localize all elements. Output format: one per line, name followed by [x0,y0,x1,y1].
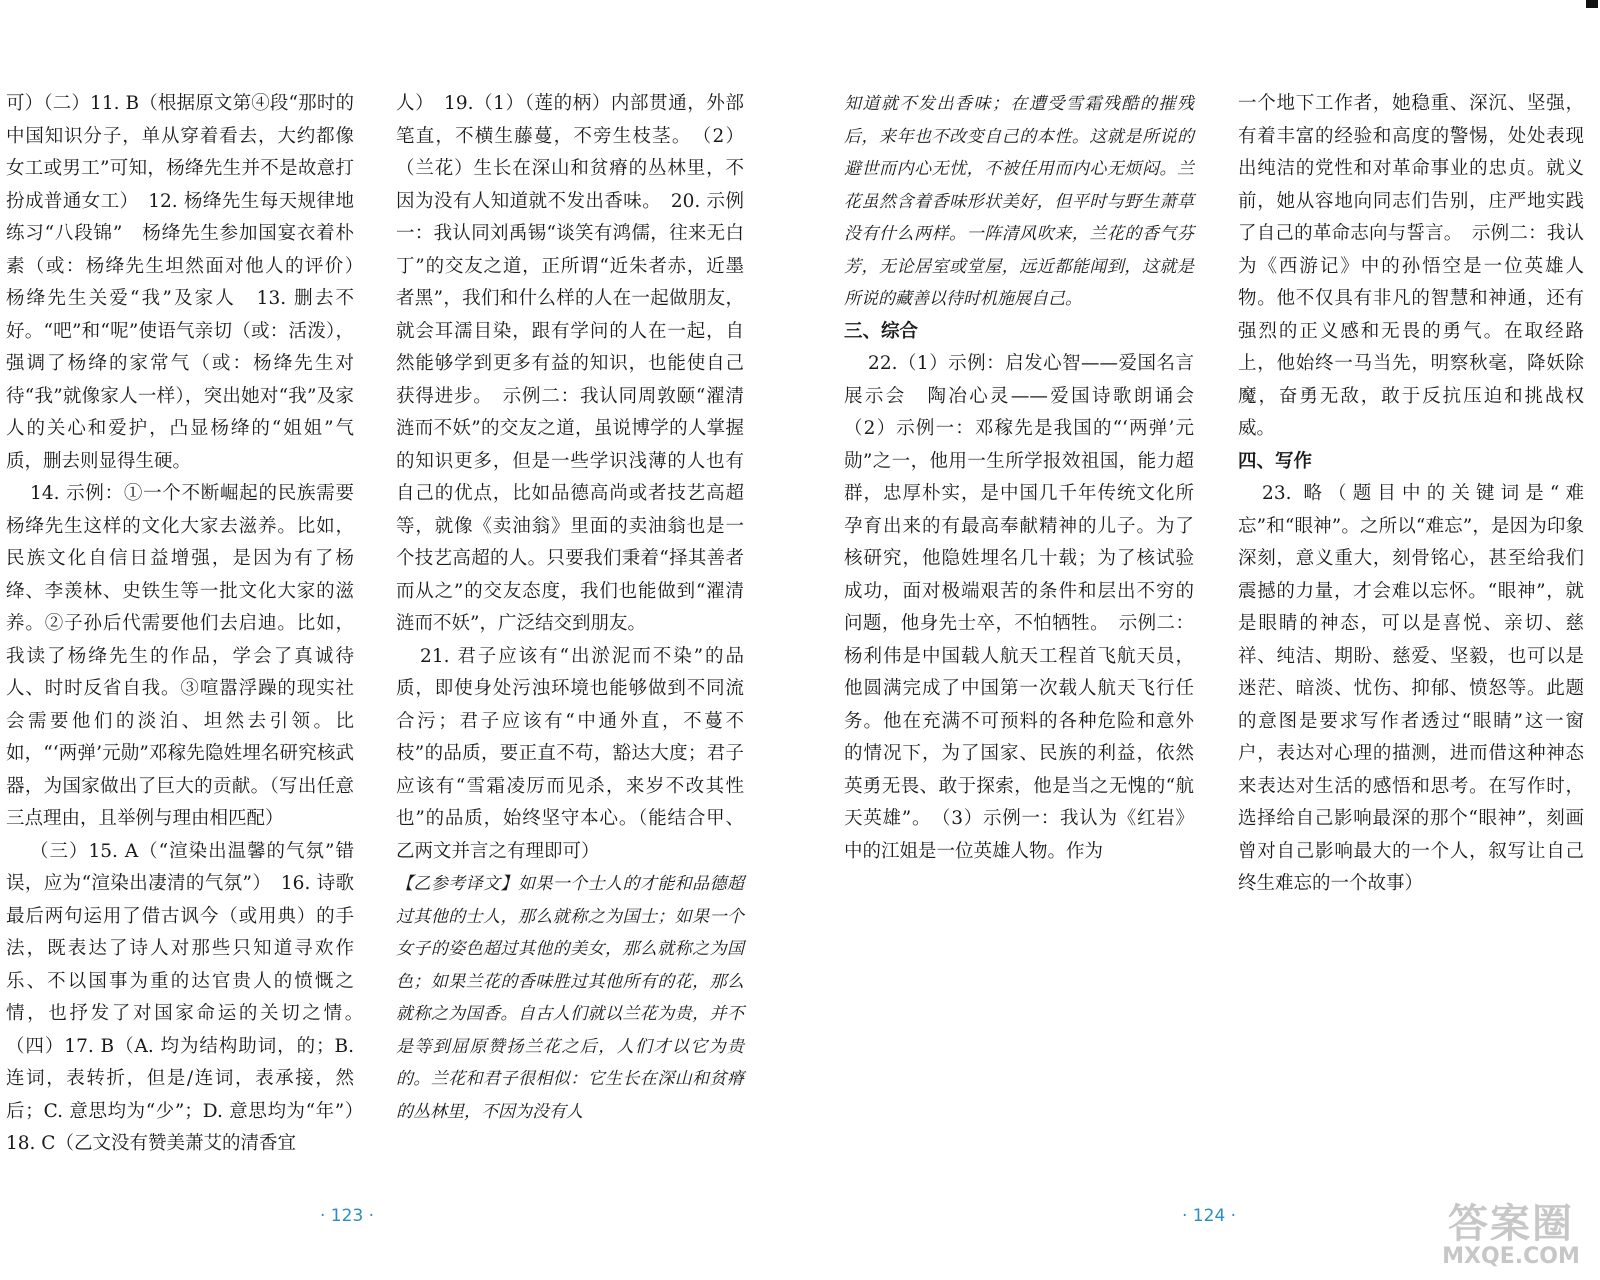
answer-paragraph: 22.（1）示例：启发心智——爱国名言展示会 陶冶心灵——爱国诗歌朗诵会 （2）示例一：邓稼先是我国的“‘两弹’元勋”之一，他用一生所学报效祖国，能力超群，忠厚朴实，是中国几千年传统文化所孕育出来的有最高奉献精神的儿子。为了核研究，他隐姓埋名几十载；为了核试验成功，面对极端艰苦的条件和层出不穷的问题，他身先士卒，不怕牺牲。 示例二：杨利伟是中国载人航天工程首飞航天员，他圆满完成了中国第一次载人航天飞行任务。他在充满不可预料的各种危险和意外的情况下，为了国家、民族的利益，依然英勇无畏、敢于探索，他是当之无愧的“航天英雄”。 （3）示例一：我认为《红岩》中的江姐是一位英雄人物。作为 [844,353,1213,862]
answer-paragraph: 14. 示例：①一个不断崛起的民族需要杨绛先生这样的文化大家去滋养。比如，民族文化自信日益增强，是因为有了杨绛、李羡林、史铁生等一批文化大家的滋养。②子孙后代需要他们去启迪。比如，我读了杨绛先生的作品，学会了真诚待人、时时反省自我。③喧嚣浮躁的现实社会需要他们的淡泊、坦然去引领。比如，“‘两弹’元勋”邓稼先隐姓埋名研究核武器，为国家做出了巨大的贡献。（写出任意三点理由，且举例与理由相匹配） [6,483,354,829]
answer-paragraph: 23. 略（题目中的关键词是“难忘”和“眼神”。之所以“难忘”，是因为印象深刻，意义重大，刻骨铭心，甚至给我们震撼的力量，才会难以忘怀。“眼神”，就是眼睛的神态，可以是喜悦、亲切、慈祥、纯洁、期盼、慈爱、坚毅，也可以是迷茫、暗淡、忧伤、抑郁、愤怒等。此题的意图是要求写作者透过“眼睛”这一窗户，表达对心理的描测，进而借这种神态来表达对生活的感悟和思考。在写作时，选择给自己影响最深的那个“眼神”，刻画曾对自己影响最大的一个人，叙写让自己终生难忘的一个故事） [1238,483,1584,894]
corner-mark [1586,0,1598,8]
answer-paragraph: 一个地下工作者，她稳重、深沉、坚强，有着丰富的经验和高度的警惕，处处表现出纯洁的党性和对革命事业的忠贞。就义前，她从容地向同志们告别，庄严地实践了自己的革命志向与誓言。 示例二：我认为《西游记》中的孙悟空是一位英雄人物。他不仅具有非凡的智慧和神通，还有强烈的正义感和无畏的勇气。在取经路上，他始终一马当先，明察秋毫，降妖除魔，奋勇无敌，敢于反抗压迫和挑战权威。 [1238,93,1584,439]
page-124-column-2 [1238,88,1584,901]
answer-paragraph: 人） 19.（1）（莲的柄）内部贯通，外部笔直，不横生藤蔓，不旁生枝茎。 （2）（兰花）生长在深山和贫瘠的丛林里，不因为没有人知道就不发出香味。 20. 示例一：我认同刘禹锡“谈笑有鸿儒，往来无白丁”的交友之道，正所谓“近朱者赤，近墨者黑”，我们和什么样的人在一起做朋友，就会耳濡目染，跟有学问的人在一起，自然能够学到更多有益的知识，也能使自己获得进步。 示例二：我认同周敦颐“濯清涟而不妖”的交友之道，虽说博学的人掌握的知识更多，但是一些学识浅薄的人也有自己的优点，比如品德高尚或者技艺高超等，就像《卖油翁》里面的卖油翁也是一个技艺高超的人。只要我们秉着“择其善者而从之”的交友态度，我们也能做到“濯清涟而不妖”，广泛结交到朋友。 [396,93,744,634]
translation-paragraph: 知道就不发出香味；在遭受雪霜残酷的摧残后，来年也不改变自己的本性。这就是所说的避世而内心无忧，不被任用而内心无烦闷。兰花虽然含着香味形状美好，但平时与野生萧草没有什么两样。一阵清风吹来，兰花的香气芬芳，无论居室或堂屋，远近都能闻到，这就是所说的藏善以待时机施展自己。 [844,94,1194,309]
page-124-column-1 [844,88,1213,868]
page-123 [6,88,746,1198]
answer-paragraph: 21. 君子应该有“出淤泥而不染”的品质，即使身处污浊环境也能够做到不同流合污；君子应该有“中通外直，不蔓不枝”的品质，要正直不苟，豁达大度；君子应该有“雪霜凌厉而见杀，来岁不改其性也”的品质，始终坚守本心。（能结合甲、乙两文并言之有理即可） [396,645,744,862]
page-number-123: · 123 · [320,1206,375,1226]
watermark-logo-text: 答案圈 [1448,1201,1574,1247]
page-123-column-1 [6,88,373,1161]
section-heading: 四、写作 [1238,450,1313,472]
page-124 [844,88,1584,1198]
answer-paragraph: 可）（二）11. B（根据原文第④段“那时的中国知识分子，单从穿着看去，大约都像女工或男工”可知，杨绛先生并不是故意打扮成普通女工） 12. 杨绛先生每天规律地练习“八段锦” 杨绛先生参加国宴衣着朴素（或：杨绛先生坦然面对他人的评价） 杨绛先生关爱“我”及家人 13. 删去不好。“吧”和“呢”使语气亲切（或：活泼），强调了杨绛的家常气（或：杨绛先生对待“我”就像家人一样），突出她对“我”及家人的关心和爱护，凸显杨绛的“姐姐”气质，删去则显得生硬。 [6,93,373,472]
watermark-logo [1436,1202,1586,1272]
watermark-site-text: MXQE.COM [1442,1244,1580,1269]
page-number-124: · 124 · [1182,1206,1237,1226]
translation-paragraph: 【乙参考译文】如果一个士人的才能和品德超过其他的士人，那么就称之为国士；如果一个女子的姿色超过其他的美女，那么就称之为国色；如果兰花的香味胜过其他所有的花，那么就称之为国香。自古人们就以兰花为贵，并不是等到屈原赞扬兰花之后，人们才以它为贵的。兰花和君子很相似：它生长在深山和贫瘠的丛林里，不因为没有人 [396,874,744,1122]
page-123-column-2 [396,88,744,1128]
section-heading: 三、综合 [844,320,919,342]
answer-paragraph: （三）15. A（“渲染出温馨的气氛”错误，应为“渲染出凄清的气氛”） 16. 诗歌最后两句运用了借古讽今（或用典）的手法，既表达了诗人对那些只知道寻欢作乐、不以国事为重的达官贵人的愤慨之情，也抒发了对国家命运的关切之情。 （四）17. B（A. 均为结构助词，的；B. 连词，表转折，但是/连词，表承接，然后；C. 意思均为“少”；D. 意思均为“年”） 18. C（乙文没有赞美萧艾的清香宜 [6,840,373,1154]
